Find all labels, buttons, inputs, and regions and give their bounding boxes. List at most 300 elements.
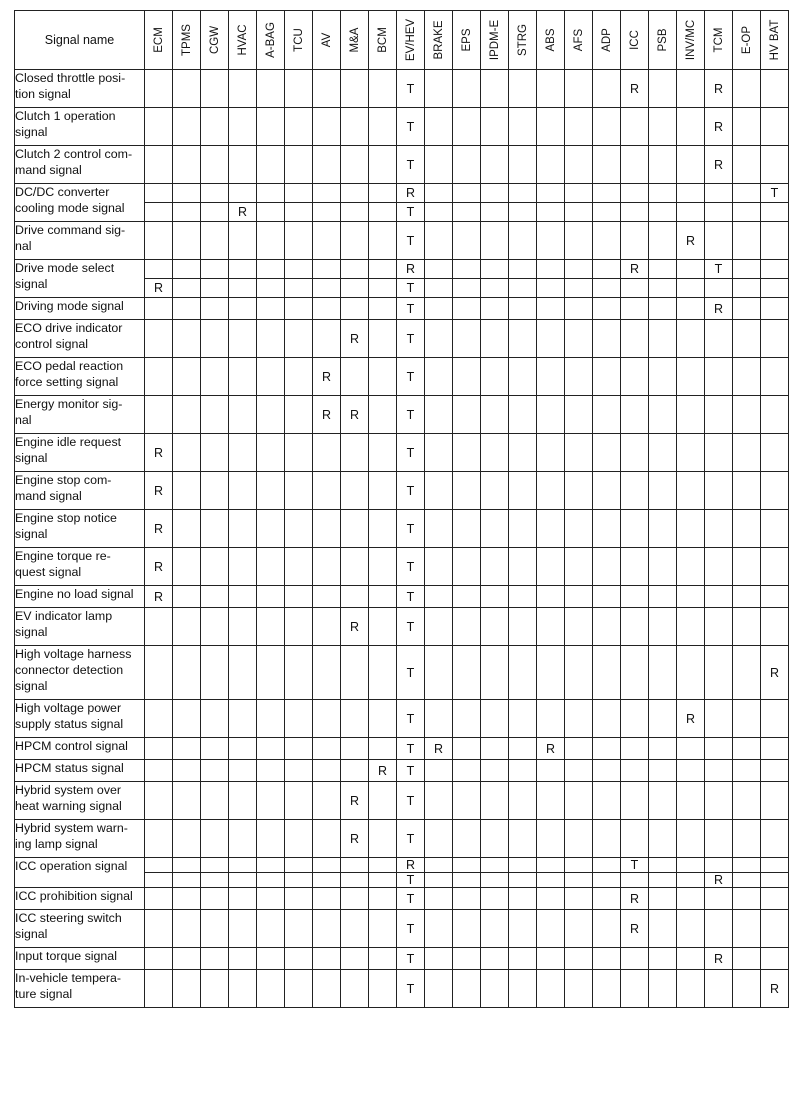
- signal-cell: [593, 700, 621, 738]
- signal-cell: [229, 548, 257, 586]
- unit-header-av: [313, 11, 341, 70]
- signal-cell: [761, 203, 789, 222]
- signal-cell: [565, 396, 593, 434]
- signal-cell: [425, 358, 453, 396]
- signal-cell: [229, 970, 257, 1008]
- signal-cell: [453, 608, 481, 646]
- signal-cell: [733, 108, 761, 146]
- signal-cell: [257, 910, 285, 948]
- signal-cell: [537, 203, 565, 222]
- signal-cell: [509, 948, 537, 970]
- signal-cell: [733, 948, 761, 970]
- signal-cell: [145, 396, 173, 434]
- signal-cell: [705, 910, 733, 948]
- signal-cell: R: [341, 820, 369, 858]
- signal-cell: [649, 548, 677, 586]
- signal-cell: [341, 548, 369, 586]
- signal-cell: [145, 222, 173, 260]
- signal-cell: [285, 873, 313, 888]
- signal-cell: [453, 203, 481, 222]
- signal-cell: [649, 738, 677, 760]
- signal-name-cell: EV indicator lamp signal: [15, 608, 145, 646]
- signal-cell: [229, 510, 257, 548]
- signal-cell: [257, 948, 285, 970]
- unit-header-label: ICC: [628, 30, 641, 50]
- signal-cell: [537, 184, 565, 203]
- signal-cell: [481, 184, 509, 203]
- unit-header-cgw: [201, 11, 229, 70]
- signal-cell: [621, 358, 649, 396]
- signal-cell: [593, 184, 621, 203]
- signal-cell: [425, 646, 453, 700]
- signal-cell: [733, 472, 761, 510]
- signal-cell: T: [397, 358, 425, 396]
- signal-cell: [593, 320, 621, 358]
- signal-cell: [201, 203, 229, 222]
- signal-cell: [481, 608, 509, 646]
- signal-cell: [621, 396, 649, 434]
- signal-cell: [593, 108, 621, 146]
- signal-cell: R: [145, 434, 173, 472]
- signal-cell: [481, 222, 509, 260]
- signal-cell: [173, 184, 201, 203]
- signal-cell: [313, 203, 341, 222]
- signal-cell: [257, 396, 285, 434]
- signal-cell: [173, 948, 201, 970]
- signal-cell: [481, 700, 509, 738]
- unit-header-ev-hev: [397, 11, 425, 70]
- signal-cell: [481, 970, 509, 1008]
- signal-cell: [509, 586, 537, 608]
- signal-name-cell: Input torque signal: [15, 948, 145, 970]
- signal-cell: [369, 948, 397, 970]
- signal-cell: [705, 782, 733, 820]
- signal-cell: [369, 70, 397, 108]
- signal-cell: [565, 222, 593, 260]
- signal-cell: [201, 320, 229, 358]
- signal-cell: [593, 608, 621, 646]
- signal-cell: [761, 548, 789, 586]
- signal-cell: [425, 146, 453, 184]
- signal-cell: [313, 873, 341, 888]
- signal-cell: [229, 608, 257, 646]
- signal-cell: [201, 970, 229, 1008]
- signal-cell: [453, 858, 481, 873]
- signal-cell: R: [145, 279, 173, 298]
- signal-cell: [341, 222, 369, 260]
- signal-cell: [733, 646, 761, 700]
- signal-cell: [453, 820, 481, 858]
- signal-cell: [733, 782, 761, 820]
- signal-cell: [677, 510, 705, 548]
- signal-cell: [145, 646, 173, 700]
- signal-cell: [677, 820, 705, 858]
- signal-cell: [285, 510, 313, 548]
- signal-cell: [229, 782, 257, 820]
- signal-cell: [705, 396, 733, 434]
- signal-cell: [733, 298, 761, 320]
- signal-cell: [229, 760, 257, 782]
- signal-cell: [621, 298, 649, 320]
- signal-cell: [593, 222, 621, 260]
- signal-cell: [313, 608, 341, 646]
- signal-cell: [313, 646, 341, 700]
- signal-cell: [649, 820, 677, 858]
- unit-header-label: IPDM-E: [488, 19, 501, 61]
- signal-cell: [201, 396, 229, 434]
- signal-cell: [173, 782, 201, 820]
- signal-cell: R: [341, 608, 369, 646]
- signal-cell: [537, 760, 565, 782]
- signal-cell: [425, 970, 453, 1008]
- signal-cell: [229, 858, 257, 873]
- signal-cell: [677, 108, 705, 146]
- signal-cell: [229, 298, 257, 320]
- table-row: [15, 700, 789, 738]
- signal-cell: R: [369, 760, 397, 782]
- signal-name-cell: Engine no load signal: [15, 586, 145, 608]
- signal-cell: [313, 510, 341, 548]
- signal-cell: [677, 279, 705, 298]
- signal-cell: [341, 70, 369, 108]
- signal-cell: [649, 608, 677, 646]
- signal-name-cell: ECO pedal reaction force setting signal: [15, 358, 145, 396]
- signal-cell: [509, 260, 537, 279]
- signal-cell: [621, 510, 649, 548]
- signal-cell: [649, 700, 677, 738]
- signal-cell: [649, 586, 677, 608]
- signal-cell: [565, 279, 593, 298]
- signal-cell: [229, 910, 257, 948]
- signal-cell: [285, 358, 313, 396]
- unit-header-a-bag: [257, 11, 285, 70]
- signal-cell: [257, 146, 285, 184]
- signal-cell: [705, 820, 733, 858]
- signal-cell: [761, 738, 789, 760]
- signal-cell: [257, 358, 285, 396]
- signal-cell: [509, 820, 537, 858]
- signal-cell: [313, 279, 341, 298]
- signal-name-cell: High voltage harness connector detection signal: [15, 646, 145, 700]
- signal-cell: [341, 358, 369, 396]
- signal-cell: [509, 298, 537, 320]
- signal-cell: [761, 320, 789, 358]
- signal-cell: [313, 700, 341, 738]
- signal-cell: [705, 472, 733, 510]
- signal-cell: [677, 298, 705, 320]
- signal-cell: [425, 858, 453, 873]
- signal-cell: [509, 108, 537, 146]
- signal-cell: [145, 910, 173, 948]
- table-row: [15, 948, 789, 970]
- signal-cell: [201, 184, 229, 203]
- signal-cell: [369, 184, 397, 203]
- unit-header-inv-mc: [677, 11, 705, 70]
- table-row: [15, 548, 789, 586]
- signal-cell: [229, 948, 257, 970]
- signal-cell: [257, 646, 285, 700]
- signal-cell: [537, 472, 565, 510]
- signal-cell: [229, 700, 257, 738]
- signal-cell: [733, 203, 761, 222]
- signal-cell: [509, 858, 537, 873]
- signal-cell: [369, 738, 397, 760]
- signal-cell: [677, 760, 705, 782]
- signal-cell: [145, 948, 173, 970]
- signal-cell: T: [397, 203, 425, 222]
- signal-cell: [649, 760, 677, 782]
- unit-header-psb: [649, 11, 677, 70]
- signal-cell: [257, 548, 285, 586]
- signal-cell: [173, 358, 201, 396]
- signal-cell: [369, 510, 397, 548]
- signal-cell: [369, 873, 397, 888]
- signal-cell: [453, 146, 481, 184]
- signal-cell: [369, 548, 397, 586]
- signal-cell: [677, 146, 705, 184]
- signal-cell: [761, 279, 789, 298]
- signal-cell: [733, 320, 761, 358]
- signal-cell: R: [537, 738, 565, 760]
- signal-cell: [481, 858, 509, 873]
- signal-cell: [677, 586, 705, 608]
- signal-cell: [257, 298, 285, 320]
- unit-header-label: EPS: [460, 28, 473, 52]
- signal-cell: [369, 260, 397, 279]
- signal-cell: [341, 108, 369, 146]
- table-row: [15, 510, 789, 548]
- signal-cell: [453, 888, 481, 910]
- signal-cell: [285, 700, 313, 738]
- signal-cell: [537, 970, 565, 1008]
- signal-cell: [733, 146, 761, 184]
- signal-cell: [145, 358, 173, 396]
- signal-cell: [369, 279, 397, 298]
- signal-cell: [733, 820, 761, 858]
- signal-cell: [593, 434, 621, 472]
- signal-cell: [509, 700, 537, 738]
- signal-cell: [285, 203, 313, 222]
- signal-cell: [257, 970, 285, 1008]
- signal-cell: [649, 396, 677, 434]
- signal-cell: T: [397, 70, 425, 108]
- signal-cell: [173, 434, 201, 472]
- signal-name-cell: In-vehicle tempera- ture signal: [15, 970, 145, 1008]
- signal-cell: [621, 820, 649, 858]
- signal-cell: [341, 646, 369, 700]
- signal-cell: [201, 358, 229, 396]
- unit-header-m-a: [341, 11, 369, 70]
- signal-cell: [229, 108, 257, 146]
- signal-cell: [733, 434, 761, 472]
- table-row: [15, 472, 789, 510]
- signal-cell: [369, 396, 397, 434]
- signal-cell: [761, 108, 789, 146]
- signal-cell: [509, 184, 537, 203]
- signal-cell: [537, 260, 565, 279]
- signal-cell: [621, 548, 649, 586]
- signal-cell: [313, 782, 341, 820]
- signal-cell: [761, 586, 789, 608]
- signal-cell: [677, 910, 705, 948]
- unit-header-label: BCM: [376, 27, 389, 53]
- signal-cell: [649, 510, 677, 548]
- signal-cell: [313, 820, 341, 858]
- signal-cell: R: [621, 70, 649, 108]
- signal-cell: [257, 203, 285, 222]
- signal-cell: [313, 298, 341, 320]
- signal-cell: [509, 910, 537, 948]
- signal-cell: [593, 472, 621, 510]
- signal-cell: [705, 184, 733, 203]
- signal-cell: [341, 858, 369, 873]
- signal-cell: [705, 510, 733, 548]
- signal-cell: [649, 948, 677, 970]
- signal-cell: [677, 738, 705, 760]
- signal-cell: [565, 108, 593, 146]
- signal-cell: [677, 608, 705, 646]
- signal-cell: [705, 738, 733, 760]
- unit-header-label: ABS: [544, 28, 557, 52]
- signal-cell: [425, 70, 453, 108]
- signal-cell: [509, 888, 537, 910]
- signal-cell: [649, 472, 677, 510]
- signal-cell: [425, 873, 453, 888]
- signal-cell: [481, 70, 509, 108]
- signal-cell: [285, 858, 313, 873]
- signal-cell: [761, 396, 789, 434]
- signal-cell: [481, 108, 509, 146]
- signal-cell: T: [397, 146, 425, 184]
- unit-header-tcu: [285, 11, 313, 70]
- signal-cell: [677, 858, 705, 873]
- signal-cell: [677, 203, 705, 222]
- signal-cell: [285, 222, 313, 260]
- unit-header-abs: [537, 11, 565, 70]
- signal-cell: [677, 396, 705, 434]
- signal-cell: [733, 586, 761, 608]
- signal-cell: [537, 700, 565, 738]
- signal-cell: [285, 888, 313, 910]
- signal-name-cell: ICC steering switch signal: [15, 910, 145, 948]
- signal-cell: [201, 646, 229, 700]
- signal-cell: [425, 608, 453, 646]
- table-row: [15, 782, 789, 820]
- signal-cell: [481, 279, 509, 298]
- signal-cell: [649, 279, 677, 298]
- signal-cell: [425, 222, 453, 260]
- signal-cell: [565, 820, 593, 858]
- signal-cell: [369, 646, 397, 700]
- signal-cell: [257, 260, 285, 279]
- signal-cell: [565, 858, 593, 873]
- signal-cell: [313, 434, 341, 472]
- signal-cell: [733, 910, 761, 948]
- signal-cell: [229, 222, 257, 260]
- signal-cell: [173, 888, 201, 910]
- signal-cell: [201, 873, 229, 888]
- signal-cell: [453, 260, 481, 279]
- signal-cell: [145, 888, 173, 910]
- signal-cell: [145, 873, 173, 888]
- unit-header-label: HVAC: [236, 24, 249, 56]
- signal-cell: [761, 858, 789, 873]
- signal-name-cell: Drive command sig- nal: [15, 222, 145, 260]
- signal-cell: [341, 472, 369, 510]
- signal-cell: [369, 434, 397, 472]
- signal-cell: [733, 279, 761, 298]
- signal-cell: [649, 260, 677, 279]
- signal-cell: [369, 910, 397, 948]
- signal-cell: [425, 888, 453, 910]
- signal-cell: [257, 873, 285, 888]
- signal-cell: [537, 858, 565, 873]
- signal-cell: T: [397, 298, 425, 320]
- signal-cell: [761, 510, 789, 548]
- signal-cell: [369, 222, 397, 260]
- signal-cell: [453, 873, 481, 888]
- signal-cell: [173, 586, 201, 608]
- signal-cell: [705, 434, 733, 472]
- signal-cell: [453, 970, 481, 1008]
- signal-cell: [257, 858, 285, 873]
- unit-header-label: ADP: [600, 28, 613, 52]
- signal-name-cell: Engine stop com- mand signal: [15, 472, 145, 510]
- signal-cell: [173, 279, 201, 298]
- signal-cell: [453, 760, 481, 782]
- table-row: [15, 760, 789, 782]
- signal-cell: [173, 70, 201, 108]
- unit-header-icc: [621, 11, 649, 70]
- signal-cell: [453, 358, 481, 396]
- signal-cell: [453, 700, 481, 738]
- signal-cell: [621, 108, 649, 146]
- unit-header-eps: [453, 11, 481, 70]
- signal-cell: T: [397, 222, 425, 260]
- signal-cell: [565, 970, 593, 1008]
- signal-cell: [565, 298, 593, 320]
- signal-cell: [733, 222, 761, 260]
- signal-cell: [649, 858, 677, 873]
- signal-cell: [593, 820, 621, 858]
- signal-cell: [285, 184, 313, 203]
- signal-cell: [481, 782, 509, 820]
- signal-cell: [649, 298, 677, 320]
- signal-cell: [537, 434, 565, 472]
- signal-cell: T: [397, 434, 425, 472]
- signal-cell: [341, 910, 369, 948]
- signal-cell: [257, 608, 285, 646]
- signal-cell: [145, 858, 173, 873]
- signal-cell: [341, 279, 369, 298]
- signal-cell: [453, 434, 481, 472]
- signal-cell: [313, 472, 341, 510]
- signal-cell: [733, 873, 761, 888]
- signal-cell: [565, 548, 593, 586]
- signal-cell: [621, 146, 649, 184]
- signal-cell: [285, 298, 313, 320]
- unit-header-label: TCU: [292, 28, 305, 52]
- signal-cell: R: [761, 970, 789, 1008]
- signal-cell: R: [313, 396, 341, 434]
- signal-cell: T: [397, 608, 425, 646]
- signal-cell: T: [397, 548, 425, 586]
- signal-cell: [761, 873, 789, 888]
- signal-cell: [649, 646, 677, 700]
- signal-cell: [369, 146, 397, 184]
- signal-cell: R: [705, 146, 733, 184]
- signal-cell: [285, 434, 313, 472]
